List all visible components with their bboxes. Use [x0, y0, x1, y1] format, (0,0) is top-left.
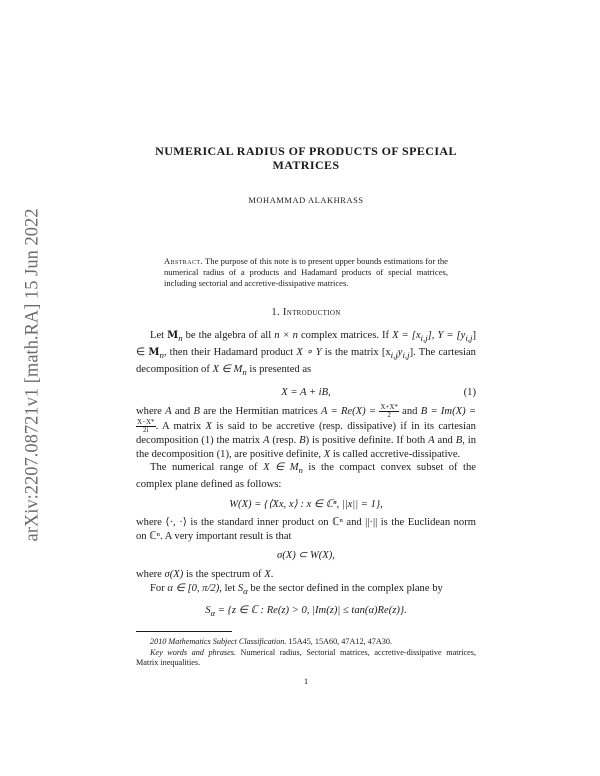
equation-1-number: (1)	[463, 386, 476, 398]
equation-2: W(X) = {⟨Xx, x⟩ : x ∈ ℂⁿ, ||x|| = 1},	[229, 498, 383, 510]
footnote-msc: 2010 Mathematics Subject Classification. 15A45, 15A60, 47A12, 47A30.	[150, 636, 392, 646]
equation-1: X = A + iB, (1)	[281, 386, 476, 398]
abstract-heading: Abstract.	[164, 255, 203, 266]
arxiv-identifier	[14, 175, 52, 575]
arxiv-identifier-text: arXiv:2207.08721v1 [math.RA] 15 Jun 2022	[22, 208, 43, 542]
paper-title	[136, 144, 476, 172]
fraction-im: $\frac{X-X*}{2i}$	[137, 418, 155, 435]
author-name: MOHAMMAD ALAKHRASS	[248, 196, 364, 205]
page-number: 1	[303, 675, 309, 686]
section-heading: 1. Introduction	[271, 306, 341, 318]
paper-page	[136, 140, 476, 688]
paragraph-2: where A and B are the Hermitian matrices A = Re(X) = $\frac{X+X*}{2}$ and B = Im(X) = $\frac{X-X*}{2i}$ . A matrix X is said to be accretive (resp. dissipative) if in its cartesian decomposition (1) the matrix A (resp. B) is positive definite. If both A and B, in the decomposition (1), are positive definite, X is called accretive-dissipative.	[136, 403, 477, 460]
paragraph-4: where ⟨·, ·⟩ is the standard inner product on ℂⁿ and ||·|| is the Euclidean norm on ℂⁿ. A very important result is that	[136, 517, 476, 542]
equation-3: σ(X) ⊂ W(X),	[277, 550, 335, 562]
abstract	[164, 256, 448, 290]
paragraph-1: Let $M_n$ be the algebra of all n × n complex matrices. If $X = [x_{i,j}]$, $Y = [y_{i,j}]$ ∈ $M_n$, then their Hadamard product X ∘ Y is the matrix $[x_{i,j}y_{i,j}]$. The cartesian decomposition of X ∈ $M_n$ is presented as	[136, 330, 476, 377]
title-line-1: NUMERICAL RADIUS OF PRODUCTS OF SPECIAL	[155, 144, 457, 158]
title-line-2: MATRICES	[272, 158, 340, 172]
footnote-keywords: Key words and phrases. Numerical radius, Sectorial matrices, accretive-dissipative matrices, Matrix inequalities.	[136, 647, 476, 668]
fraction-re: $\frac{X+X*}{2}$	[380, 403, 398, 420]
abstract-body: The purpose of this note is to present upper bounds estimations for the numerical radius of a products and Hadamard products of special matrices, including sectorial and accretive-dissipative matrices.	[164, 255, 448, 289]
paragraph-6: For α ∈ [0, π/2), let $S_\alpha$ be the sector defined in the complex plane by	[150, 582, 443, 596]
paragraph-5: where σ(X) is the spectrum of X.	[136, 568, 274, 580]
footnote-divider	[136, 631, 232, 632]
equation-4: $S_\alpha = \{z$ ∈ ℂ : Re(z) > 0, |Im(z)| ≤ tan(α)Re(z)}.	[205, 605, 407, 619]
paragraph-3: The numerical range of X ∈ $M_n$ is the compact convex subset of the complex plane defined as follows:	[136, 462, 476, 490]
